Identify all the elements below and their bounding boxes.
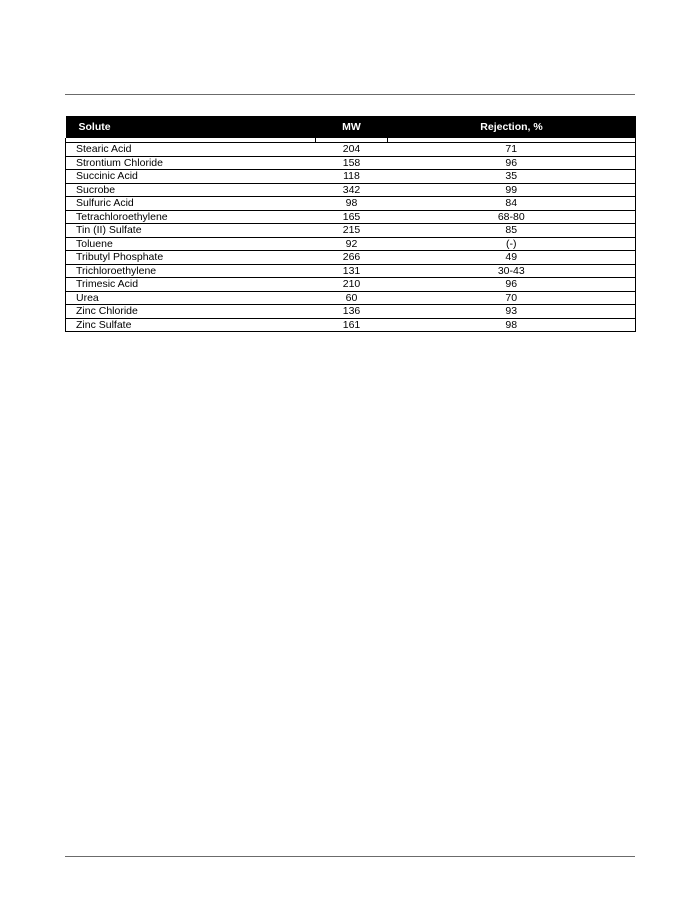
cell-solute: Zinc Sulfate [66, 318, 316, 332]
top-rule [65, 94, 635, 95]
table-row [66, 237, 636, 251]
header-solute: Solute [66, 116, 316, 138]
cell-solute: Stearic Acid [66, 143, 316, 157]
table-row [66, 197, 636, 211]
cell-solute: Zinc Chloride [66, 305, 316, 319]
cell-rejection: 93 [388, 305, 636, 319]
cell-solute: Sulfuric Acid [66, 197, 316, 211]
cell-rejection: 98 [388, 318, 636, 332]
table-row [66, 183, 636, 197]
cell-solute: Succinic Acid [66, 170, 316, 184]
cell-rejection: 30-43 [388, 264, 636, 278]
cell-rejection: 84 [388, 197, 636, 211]
cell-mw: 210 [316, 278, 388, 292]
cell-solute: Sucrobe [66, 183, 316, 197]
cell-mw: 60 [316, 291, 388, 305]
cell-mw: 136 [316, 305, 388, 319]
cell-solute: Trimesic Acid [66, 278, 316, 292]
table-row [66, 210, 636, 224]
table-row [66, 264, 636, 278]
cell-solute: Strontium Chloride [66, 156, 316, 170]
cell-mw: 158 [316, 156, 388, 170]
cell-mw: 161 [316, 318, 388, 332]
table-row [66, 305, 636, 319]
cell-mw: 131 [316, 264, 388, 278]
cell-solute: Tributyl Phosphate [66, 251, 316, 265]
cell-rejection: 96 [388, 278, 636, 292]
cell-solute: Tin (II) Sulfate [66, 224, 316, 238]
cell-mw: 165 [316, 210, 388, 224]
cell-rejection: 49 [388, 251, 636, 265]
cell-solute: Trichloroethylene [66, 264, 316, 278]
cell-rejection: (-) [388, 237, 636, 251]
cell-mw: 118 [316, 170, 388, 184]
cell-rejection: 35 [388, 170, 636, 184]
cell-solute: Urea [66, 291, 316, 305]
cell-mw: 204 [316, 143, 388, 157]
cell-mw: 266 [316, 251, 388, 265]
table-row [66, 318, 636, 332]
table-row [66, 251, 636, 265]
cell-solute: Tetrachloroethylene [66, 210, 316, 224]
solute-rejection-table [65, 116, 636, 332]
header-mw: MW [316, 116, 388, 138]
cell-mw: 215 [316, 224, 388, 238]
table-row [66, 291, 636, 305]
table-row [66, 143, 636, 157]
table-row [66, 278, 636, 292]
solute-rejection-table-container [65, 116, 635, 332]
cell-rejection: 85 [388, 224, 636, 238]
table-row [66, 170, 636, 184]
bottom-rule [65, 856, 635, 857]
header-rejection: Rejection, % [388, 116, 636, 138]
cell-rejection: 71 [388, 143, 636, 157]
cell-solute: Toluene [66, 237, 316, 251]
header-row [66, 116, 636, 138]
table-header [66, 116, 636, 138]
cell-rejection: 96 [388, 156, 636, 170]
table-body [66, 138, 636, 332]
table-row [66, 156, 636, 170]
cell-rejection: 99 [388, 183, 636, 197]
cell-mw: 342 [316, 183, 388, 197]
cell-rejection: 68-80 [388, 210, 636, 224]
cell-rejection: 70 [388, 291, 636, 305]
cell-mw: 98 [316, 197, 388, 211]
table-row [66, 224, 636, 238]
cell-mw: 92 [316, 237, 388, 251]
